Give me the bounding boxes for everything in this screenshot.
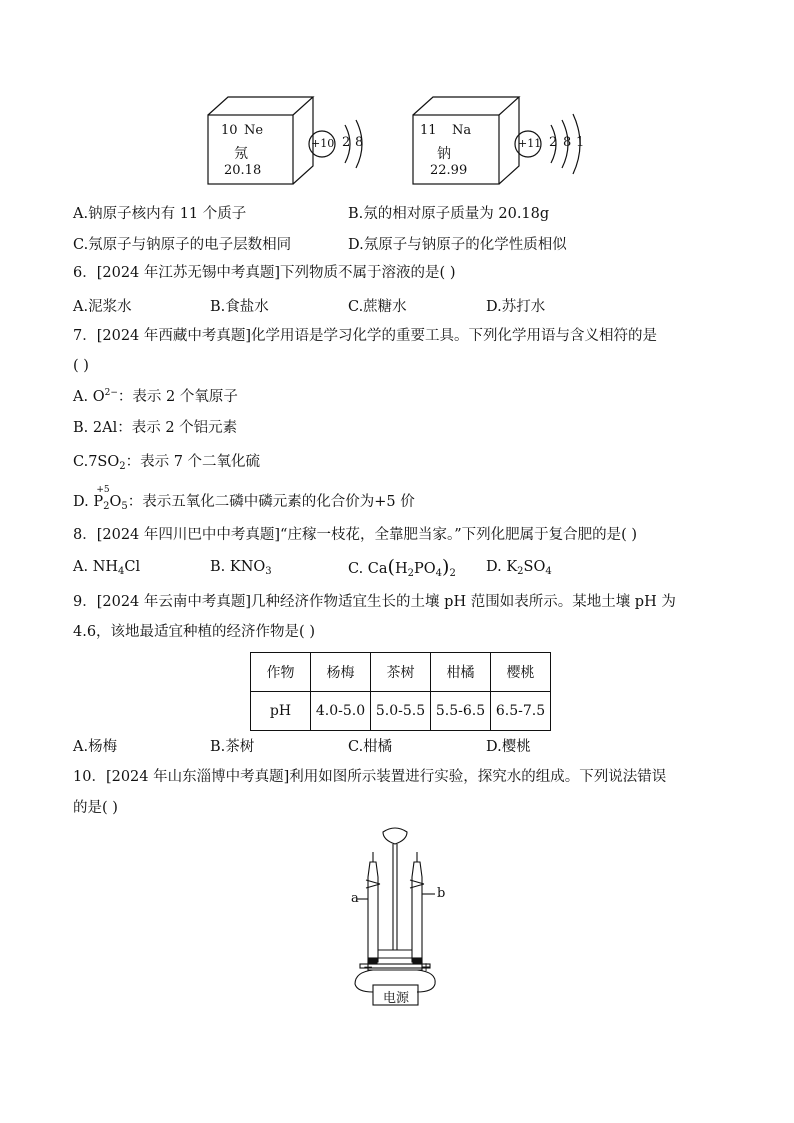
q7-d-p-with-charge <box>93 485 110 510</box>
na-name: 钠 <box>437 146 451 162</box>
q8-option-b <box>210 559 272 577</box>
na-shell-1: 2 <box>549 135 558 150</box>
q7-option-c <box>73 450 260 472</box>
q8-stem: 8．[2024 年四川巴中中考真题]“庄稼一枝花，全靠肥当家。”下列化肥属于复合肥的是( ) <box>73 527 638 543</box>
apparatus-label-b: b <box>437 886 446 901</box>
q8-option-a <box>73 559 140 577</box>
q6-option-d: D.苏打水 <box>486 299 546 315</box>
ph-table <box>250 652 551 731</box>
table-header-cell: 杨梅 <box>311 653 371 692</box>
apparatus-label-a: a <box>351 891 359 906</box>
na-symbol: Na <box>452 123 472 138</box>
ne-shell-2: 8 <box>355 135 364 150</box>
ne-mass: 20.18 <box>224 163 262 178</box>
apparatus-plus: + <box>421 960 432 974</box>
q8-c-sub2: 4 <box>435 568 443 579</box>
ne-nucleus: +10 <box>311 137 335 150</box>
q8-d-sub2: 4 <box>545 566 552 577</box>
q8-c-close: ) <box>442 556 450 578</box>
ne-number: 10 <box>221 123 238 138</box>
q7-option-b: B. 2Al：表示 2 个铝元素 <box>73 420 238 436</box>
q7-d-charge: +5 <box>96 485 110 495</box>
q9-option-c: C.柑橘 <box>348 739 393 755</box>
q7-d-prefix: D. <box>73 494 94 510</box>
q8-d-prefix: D. K <box>486 559 518 575</box>
q9-option-a: A.杨梅 <box>73 739 118 755</box>
q6-option-a: A.泥浆水 <box>73 299 132 315</box>
q8-b-sub: 3 <box>265 566 272 577</box>
table-cell: 5.0-5.5 <box>371 692 431 731</box>
q8-a-prefix: A. NH <box>73 559 119 575</box>
q8-a-sub: 4 <box>118 566 125 577</box>
na-mass: 22.99 <box>430 163 468 178</box>
q8-b-prefix: B. KNO <box>210 559 266 575</box>
q9-option-b: B.茶树 <box>210 739 255 755</box>
q7-d-sub1: 2 <box>103 501 110 512</box>
q8-d-so: SO <box>523 559 546 575</box>
q7-a-text: ：表示 2 个氧原子 <box>117 389 238 405</box>
q7-a-prefix: A. <box>73 389 93 405</box>
table-header-cell: 作物 <box>251 653 311 692</box>
q5-option-b: B.氖的相对原子质量为 20.18g <box>348 206 550 222</box>
q7-stem-cont: ( ) <box>73 358 89 374</box>
table-header-cell: 茶树 <box>371 653 431 692</box>
q7-d-text: ：表示五氧化二磷中磷元素的化合价为+5 价 <box>127 494 415 510</box>
q10-stem: 10．[2024 年山东淄博中考真题]利用如图所示装置进行实验，探究水的组成。下列说法错误 <box>73 769 667 785</box>
q7-option-d <box>73 485 415 512</box>
electrolysis-apparatus <box>345 822 455 1012</box>
q7-d-o: O <box>109 494 122 510</box>
q7-a-formula: O <box>92 389 105 405</box>
ne-symbol: Ne <box>244 123 264 138</box>
q8-c-sub1: 2 <box>407 568 414 579</box>
q8-c-po: PO <box>414 561 436 577</box>
q7-a-sup: 2− <box>104 388 118 398</box>
q7-c-prefix: C. <box>73 454 89 470</box>
q10-stem-cont: 的是( ) <box>73 800 118 816</box>
q9-stem-cont: 4.6，该地最适宜种植的经济作物是( ) <box>73 624 315 640</box>
ne-name: 氖 <box>234 146 248 162</box>
table-row <box>251 692 551 731</box>
table-cell: 5.5-6.5 <box>431 692 491 731</box>
q5-option-a: A.钠原子核内有 11 个质子 <box>73 206 247 222</box>
q5-option-c: C.氖原子与钠原子的电子层数相同 <box>73 237 292 253</box>
q6-option-c: C.蔗糖水 <box>348 299 407 315</box>
table-cell: pH <box>251 692 311 731</box>
q8-c-sub3: 2 <box>449 568 456 579</box>
ne-shell-1: 2 <box>342 135 351 150</box>
q9-option-d: D.樱桃 <box>486 739 531 755</box>
na-number: 11 <box>420 123 437 138</box>
q7-c-text: ：表示 7 个二氧化硫 <box>125 454 261 470</box>
q7-c-sub: 2 <box>119 461 126 472</box>
na-shell-2: 8 <box>563 135 572 150</box>
q6-stem: 6．[2024 年江苏无锡中考真题]下列物质不属于溶液的是( ) <box>73 265 456 281</box>
q6-option-b: B.食盐水 <box>210 299 269 315</box>
q7-d-sub2: 5 <box>121 501 128 512</box>
q7-option-a <box>73 385 238 406</box>
q7-d-p: P <box>93 494 104 510</box>
q8-a-rest: Cl <box>124 559 141 575</box>
q8-c-prefix: C. Ca <box>348 561 388 577</box>
table-header-cell: 柑橘 <box>431 653 491 692</box>
q5-option-d: D.氖原子与钠原子的化学性质相似 <box>348 237 567 253</box>
table-row <box>251 653 551 692</box>
na-nucleus: +11 <box>518 137 542 150</box>
table-cell: 4.0-5.0 <box>311 692 371 731</box>
apparatus-minus: − <box>363 960 374 974</box>
table-cell: 6.5-7.5 <box>491 692 551 731</box>
q8-d-sub1: 2 <box>517 566 524 577</box>
q7-stem: 7．[2024 年西藏中考真题]化学用语是学习化学的重要工具。下列化学用语与含义相符的是 <box>73 328 658 344</box>
table-header-cell: 樱桃 <box>491 653 551 692</box>
power-supply-label: 电源 <box>383 991 410 1006</box>
q8-c-open: ( <box>387 556 395 578</box>
q8-option-c <box>348 556 456 579</box>
q9-stem: 9．[2024 年云南中考真题]几种经济作物适宜生长的土壤 pH 范围如表所示。某地土壤 pH 为 <box>73 594 676 610</box>
na-shell-3: 1 <box>576 135 585 150</box>
q8-option-d <box>486 559 552 577</box>
q8-c-h: H <box>394 561 408 577</box>
q7-c-formula: 7SO <box>88 454 120 470</box>
